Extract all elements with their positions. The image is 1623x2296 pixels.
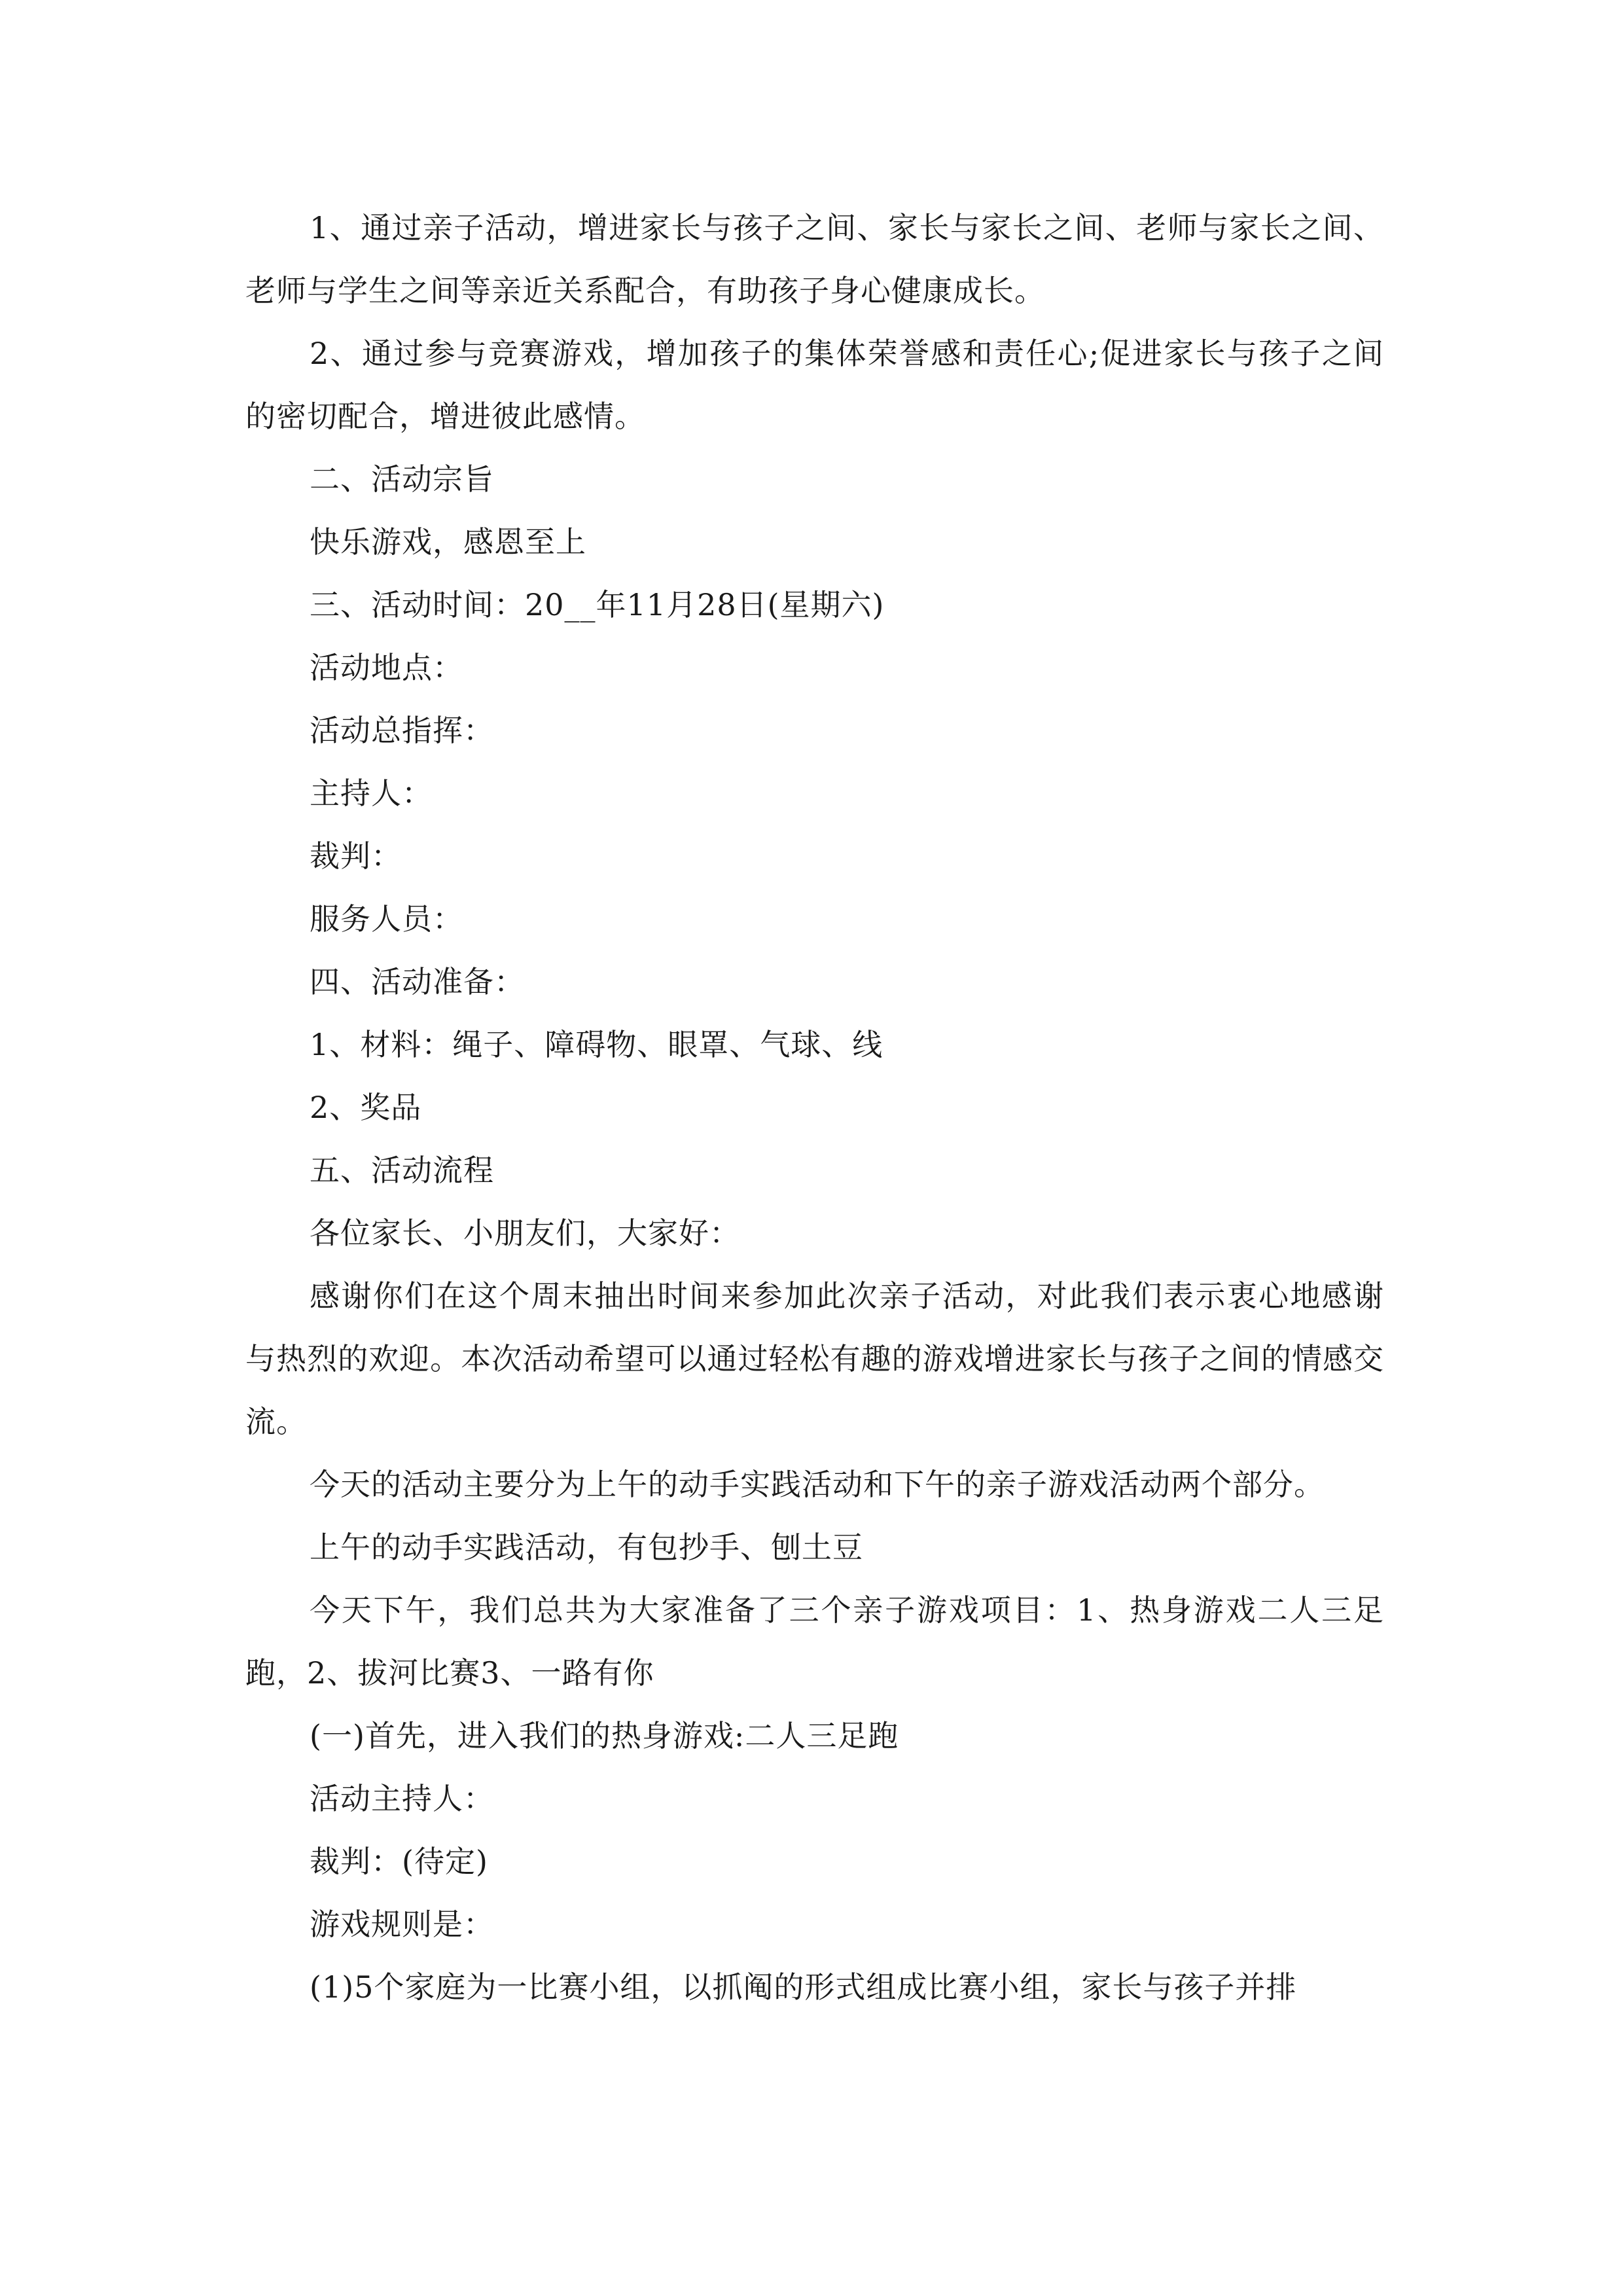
paragraph-afternoon: 今天下午，我们总共为大家准备了三个亲子游戏项目：1、热身游戏二人三足跑，2、拔河比赛3、一路有你 — [245, 1592, 1384, 1691]
document-body — [245, 196, 1384, 2018]
paragraph-rules-heading: 游戏规则是： — [310, 1907, 494, 1942]
list-item-prizes: 2、奖品 — [310, 1090, 422, 1125]
field-staff: 服务人员： — [310, 901, 463, 937]
field-commander: 活动总指挥： — [310, 713, 494, 748]
field-game-referee: 裁判：(待定) — [310, 1844, 488, 1879]
paragraph-morning: 上午的动手实践活动，有包抄手、刨土豆 — [310, 1530, 863, 1565]
paragraph-greeting: 各位家长、小朋友们，大家好： — [310, 1215, 740, 1251]
section-heading-process: 五、活动流程 — [310, 1153, 494, 1188]
field-game-host: 活动主持人： — [310, 1781, 494, 1816]
subsection-heading-game-1: (一)首先，进入我们的热身游戏:二人三足跑 — [310, 1718, 899, 1753]
section-heading-purpose: 二、活动宗旨 — [310, 461, 494, 497]
paragraph-overview: 今天的活动主要分为上午的动手实践活动和下午的亲子游戏活动两个部分。 — [310, 1467, 1325, 1502]
field-referee: 裁判： — [310, 838, 402, 874]
paragraph-objective-1: 1、通过亲子活动，增进家长与孩子之间、家长与家长之间、老师与家长之间、老师与学生之间等亲近关系配合，有助孩子身心健康成长。 — [245, 210, 1384, 308]
field-location: 活动地点： — [310, 650, 463, 685]
section-heading-time: 三、活动时间：20__年11月28日(星期六) — [310, 587, 885, 622]
paragraph-objective-2: 2、通过参与竞赛游戏，增加孩子的集体荣誉感和责任心;促进家长与孩子之间的密切配合，增进彼此感情。 — [245, 336, 1384, 434]
paragraph-thanks: 感谢你们在这个周末抽出时间来参加此次亲子活动，对此我们表示衷心地感谢与热烈的欢迎。本次活动希望可以通过轻松有趣的游戏增进家长与孩子之间的情感交流。 — [245, 1278, 1384, 1439]
field-host: 主持人： — [310, 776, 433, 811]
paragraph-rule-1: (1)5个家庭为一比赛小组，以抓阄的形式组成比赛小组，家长与孩子并排 — [310, 1969, 1297, 2005]
section-heading-preparation: 四、活动准备： — [310, 964, 525, 999]
list-item-materials: 1、材料：绳子、障碍物、眼罩、气球、线 — [310, 1027, 883, 1062]
paragraph-purpose: 快乐游戏，感恩至上 — [310, 524, 586, 560]
